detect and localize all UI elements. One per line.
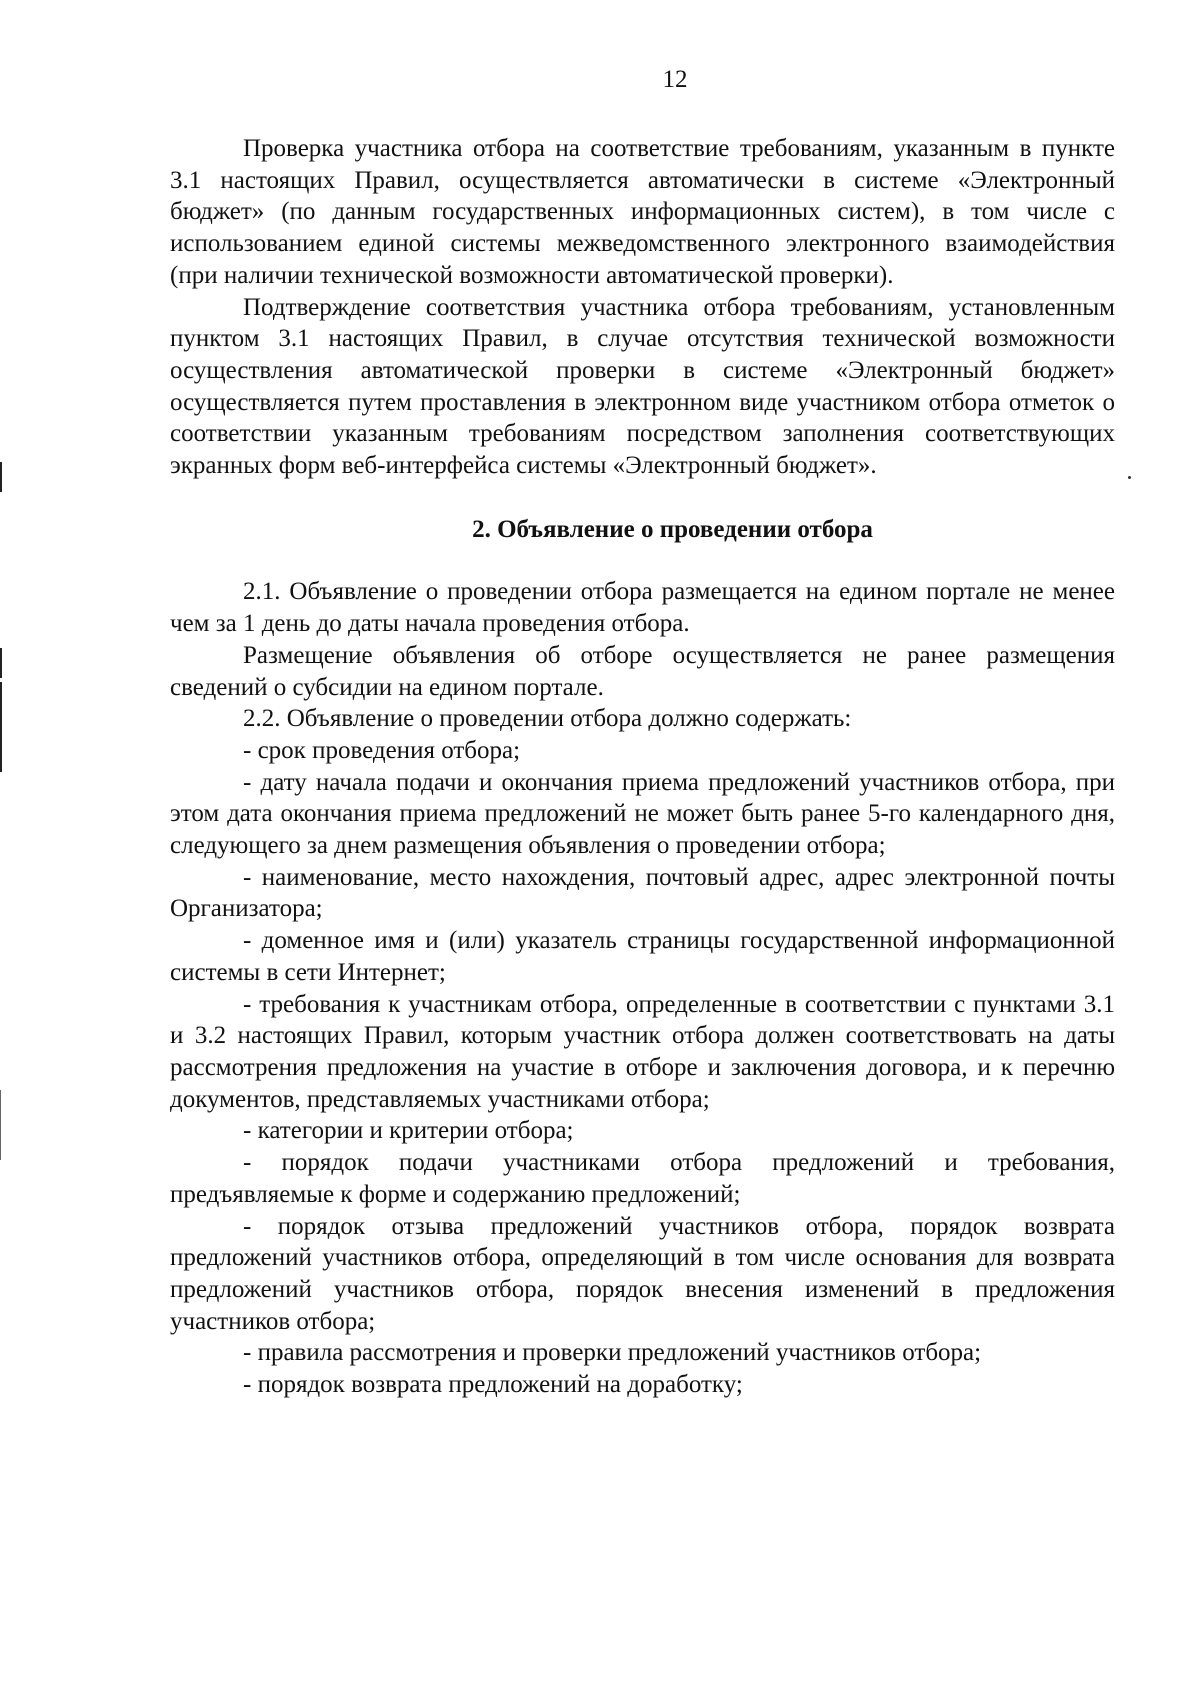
paragraph: Проверка участника отбора на соответствие требованиям, указанным в пункте 3.1 настоящих Правил, осуществляется автоматически в системе «Электронный бюджет» (по данным государственных информационных систем), в том числе с использованием единой системы межведомственного электронного взаимодействия (при наличии технической возможности автоматической проверки). xyxy=(170,135,1115,289)
paragraph: 2.2. Объявление о проведении отбора должно содержать: xyxy=(243,705,852,733)
list-item: - дату начала подачи и окончания приема предложений участников отбора, при этом дата окончания приема предложений не может быть ранее 5-го календарного дня, следующего за днем размещения объявления о проведении отбора; xyxy=(170,768,1115,860)
list-item: - наименование, место нахождения, почтовый адрес, адрес электронной почты Организатора; xyxy=(170,863,1115,923)
scan-margin-mark xyxy=(0,1090,1,1160)
scan-margin-mark xyxy=(0,648,2,678)
document-body xyxy=(170,133,1115,1401)
list-item: - порядок подачи участниками отбора предложений и требования, предъявляемые к форме и содержанию предложений; xyxy=(170,1149,1115,1208)
list-item: - порядок возврата предложений на доработку; xyxy=(243,1371,743,1399)
paragraph: Подтверждение соответствия участника отбора требованиям, установленным пунктом 3.1 настоящих Правил, в случае отсутствия технической возможности осуществления автоматической проверки в системе «Электронный бюджет» осуществляется путем проставления в электронном виде участником отбора отметок о соответствии указанным требованиям посредством заполнения соответствующих экранных форм веб-интерфейса системы «Электронный бюджет». xyxy=(170,293,1115,480)
page-number: 12 xyxy=(662,66,688,93)
list-item: - правила рассмотрения и проверки предложений участников отбора; xyxy=(243,1339,982,1367)
scan-speck xyxy=(1128,476,1131,479)
list-item: - порядок отзыва предложений участников отбора, порядок возврата предложений участников отбора, определяющий в том числе основания для возврата предложений участников отбора, порядок внесения изменений в предложения участников отбора; xyxy=(170,1212,1115,1335)
paragraph: Размещение объявления об отборе осуществляется не ранее размещения сведений о субсидии на едином портале. xyxy=(170,641,1115,701)
list-item: - категории и критерии отбора; xyxy=(243,1117,574,1145)
list-item: - срок проведения отбора; xyxy=(243,736,521,764)
section-heading: 2. Объявление о проведении отбора xyxy=(472,515,873,543)
scan-margin-mark xyxy=(0,682,2,772)
list-item: - доменное имя и (или) указатель страницы государственной информационной системы в сети Интернет; xyxy=(170,927,1115,986)
scan-margin-mark xyxy=(0,462,2,492)
list-item: - требования к участникам отбора, определенные в соответствии с пунктами 3.1 и 3.2 настоящих Правил, которым участник отбора должен соответствовать на даты рассмотрения предложения на участие в отборе и заключения договора, и к перечню документов, представляемых участниками отбора; xyxy=(170,990,1115,1113)
paragraph: 2.1. Объявление о проведении отбора размещается на едином портале не менее чем за 1 день до даты начала проведения отбора. xyxy=(170,578,1115,638)
